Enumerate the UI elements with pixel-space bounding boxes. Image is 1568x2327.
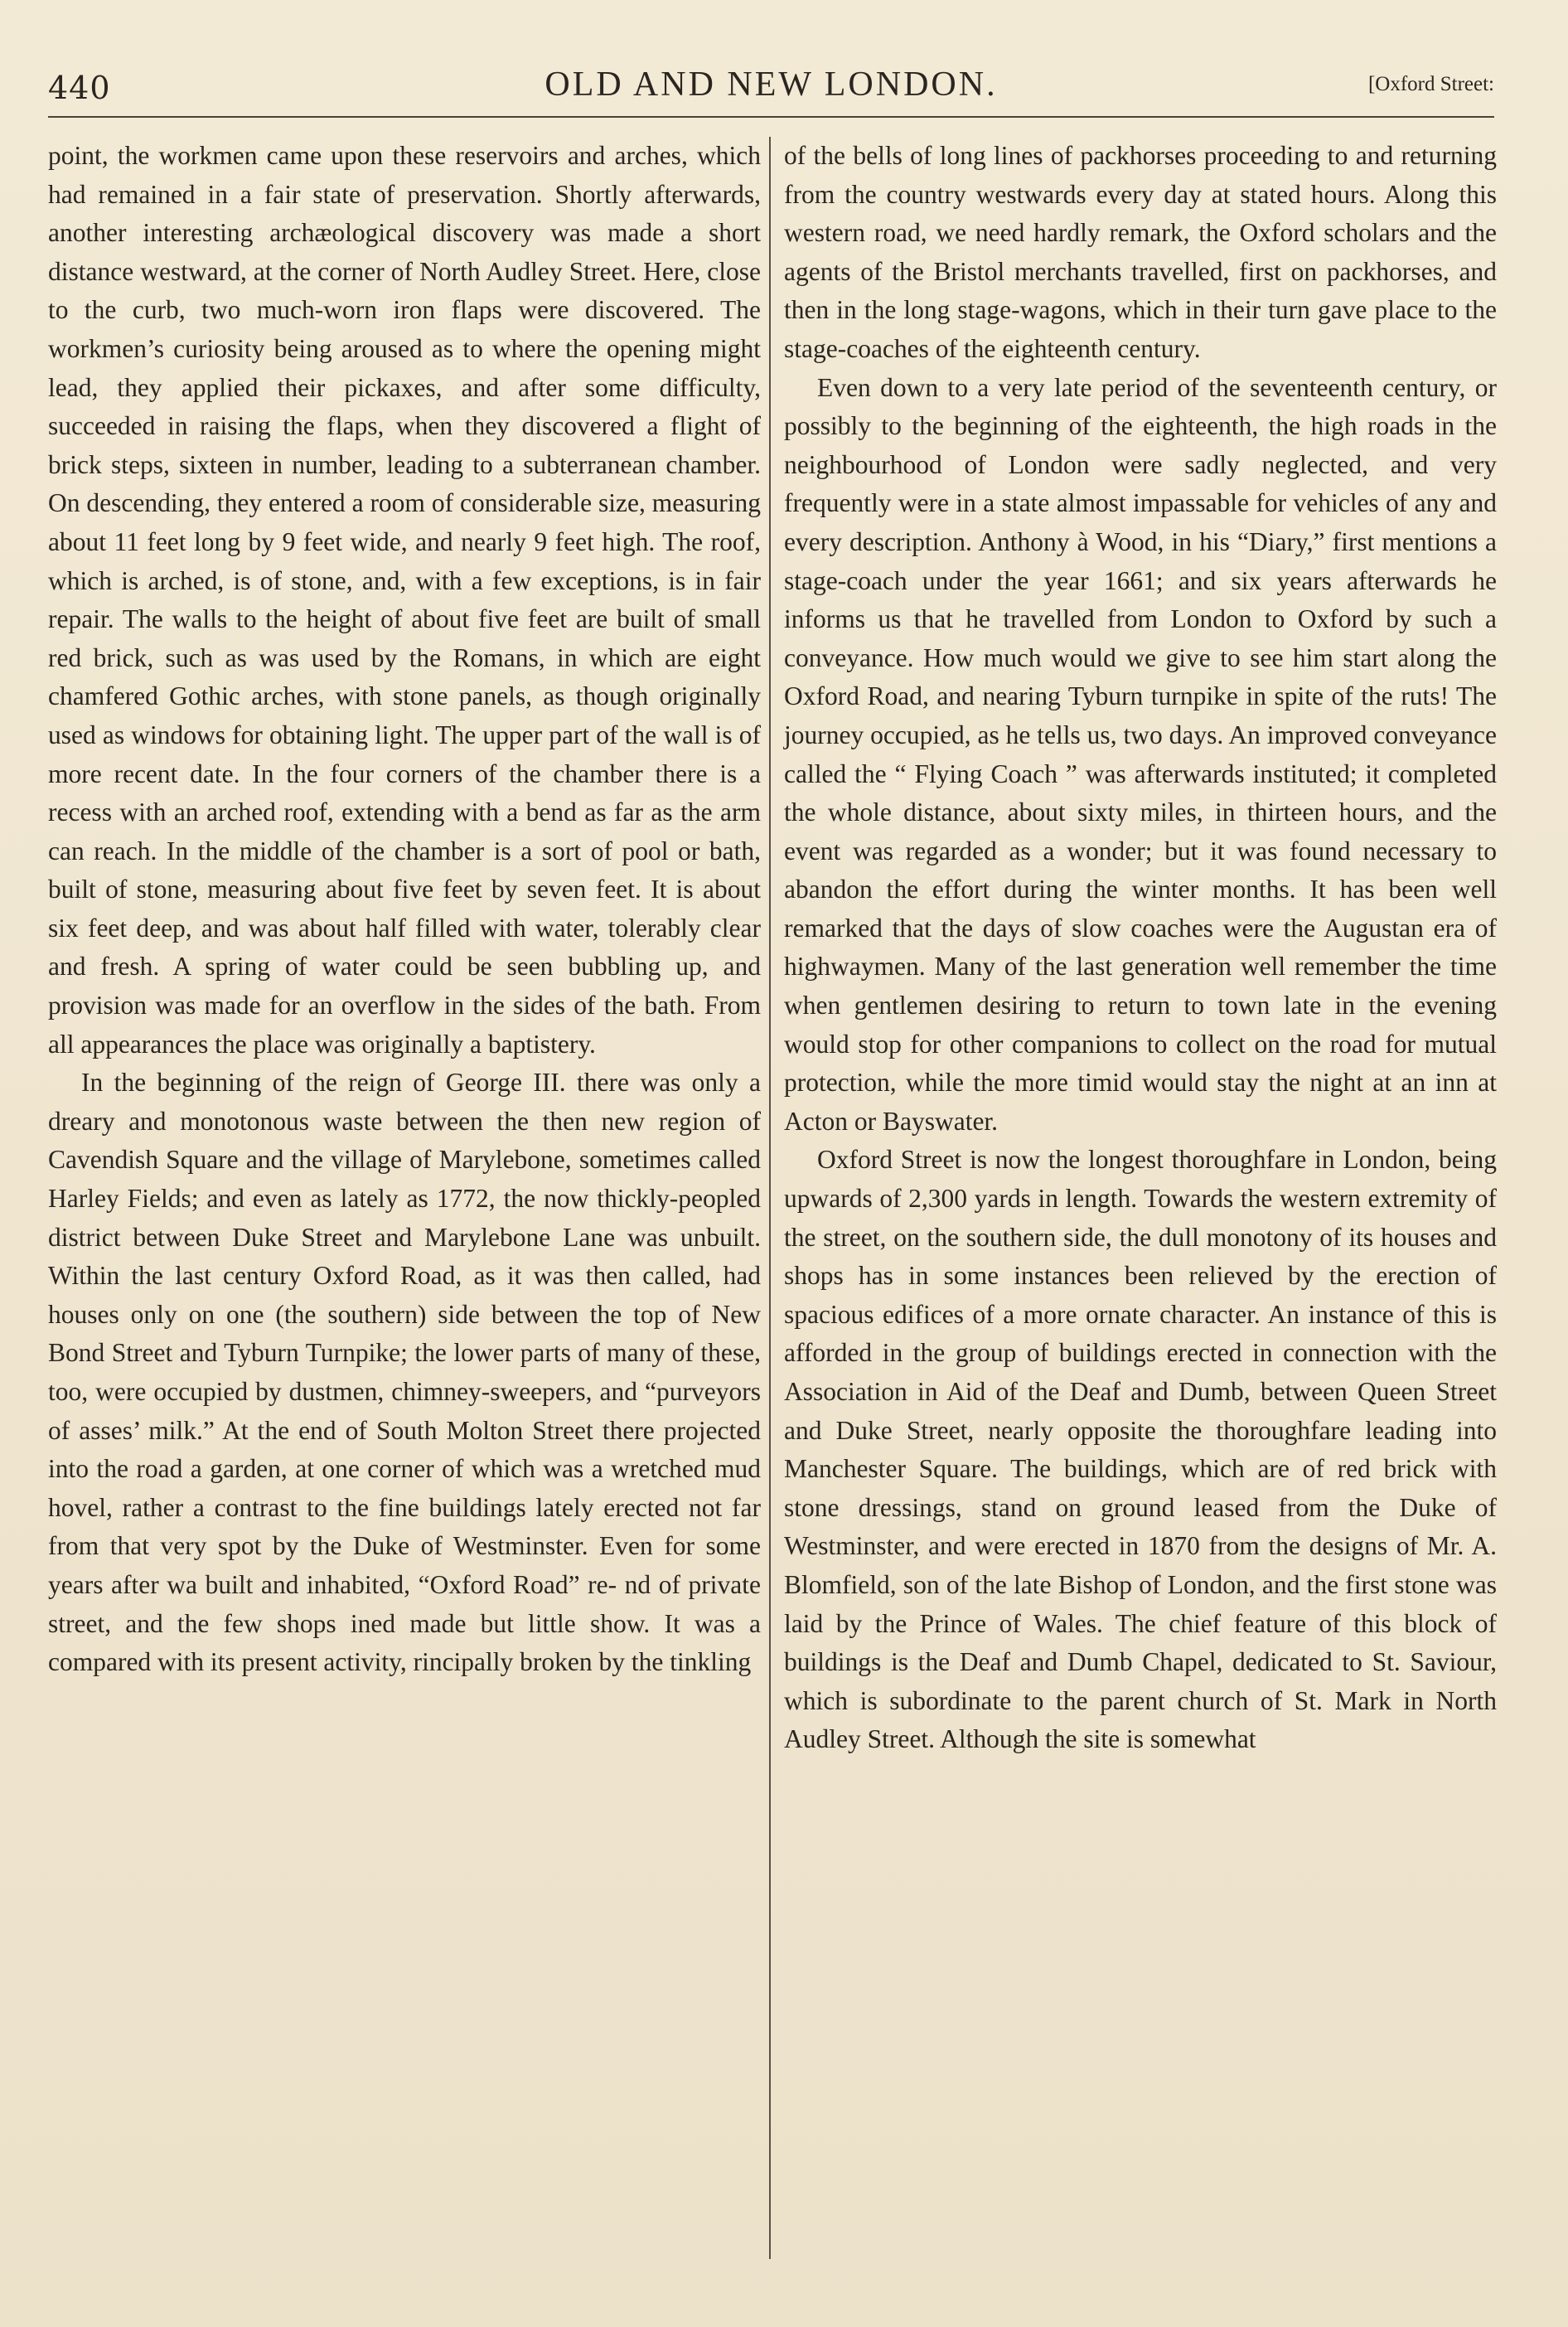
right-paragraph-2: Even down to a very late period of the seventeenth century, or possibly to the beginning of the eighteenth, the high roads in the neighbourhood of London were sadly neglected, and very frequently were in a state almost impassable for vehicles of any and every description. Anthony à Wood, in his “Diary,” first mentions a stage-coach under the year 1661; and six years afterwards he informs us that he travelled from London to Oxford by such a conveyance. How much would we give to see him start along the Oxford Road, and nearing Tyburn turnpike in spite of the ruts! The journey occupied, as he tells us, two days. An improved conveyance called the “ Flying Coach ” was afterwards instituted; it completed the whole distance, about sixty miles, in thirteen hours, and the event was regarded as a wonder; but it was found necessary to abandon the effort during the winter months. It has been well remarked that the days of slow coaches were the Augustan era of highwaymen. Many of the last generation well remember the time when gentlemen desiring to return to town late in the evening would stop for other companions to collect on the road for mutual protection, while the more timid would stay the night at an inn at Acton or Bayswater. <box>784 372 1497 1136</box>
right-paragraph-3: Oxford Street is now the longest thoroughfare in London, being upwards of 2,300 yards in length. Towards the western extremity of the street, on the southern side, the dull monotony of its houses and shops has in some instances been relieved by the erection of spacious edifices of a more ornate character. An instance of this is afforded in the group of buildings erected in connection with the Association in Aid of the Deaf and Dumb, between Queen Street and Duke Street, nearly opposite the thoroughfare leading into Manchester Square. The buildings, which are of red brick with stone dressings, stand on ground leased from the Duke of Westminster, and were erected in 1870 from the designs of Mr. A. Blomfield, son of the late Bishop of London, and the first stone was laid by the Prince of Wales. The chief feature of this block of buildings is the Deaf and Dumb Chapel, dedicated to St. Saviour, which is subordinate to the parent church of St. Mark in North Audley Street. Although the site is somewhat <box>784 1145 1497 1754</box>
header-rule <box>48 116 1494 118</box>
page-number: 440 <box>48 70 111 106</box>
left-column <box>48 137 761 1682</box>
left-paragraph-1: point, the workmen came upon these reservoirs and arches, which had remained in a fair state of preservation. Shortly afterwards, another interesting archæological discovery was made a short distance westward, at the corner of North Audley Street. Here, close to the curb, two much-worn iron flaps were discovered. The workmen’s curiosity being aroused as to where the opening might lead, they applied their pickaxes, and after some difficulty, succeeded in raising the flaps, when they discovered a flight of brick steps, sixteen in number, leading to a subterranean chamber. On descending, they entered a room of considerable size, measuring about 11 feet long by 9 feet wide, and nearly 9 feet high. The roof, which is arched, is of stone, and, with a few exceptions, is in fair repair. The walls to the height of about five feet are built of small red brick, such as was used by the Romans, in which are eight chamfered Gothic arches, with stone panels, as though originally used as windows for obtaining light. The upper part of the wall is of more recent date. In the four corners of the chamber there is a recess with an arched roof, extending with a bend as far as the arm can reach. In the middle of the chamber is a sort of pool or bath, built of stone, measuring about five feet by seven feet. It is about six feet deep, and was about half filled with water, tolerably clear and fresh. A spring of water could be seen bubbling up, and provision was made for an overflow in the sides of the bath. From all appearances the place was originally a baptistery. <box>48 141 761 1059</box>
running-title: OLD AND NEW LONDON. <box>544 65 998 104</box>
right-column <box>784 137 1497 1759</box>
column-divider <box>769 137 771 2259</box>
section-heading: [Oxford Street: <box>1367 73 1494 95</box>
page-header <box>48 65 1494 114</box>
right-paragraph-1: of the bells of long lines of packhorses proceeding to and returning from the country westwards every day at stated hours. Along this western road, we need hardly remark, the Oxford scholars and the agents of the Bristol merchants travelled, first on packhorses, and then in the long stage-wagons, which in their turn gave place to the stage-coaches of the eighteenth century. <box>784 141 1497 363</box>
left-paragraph-2: In the beginning of the reign of George III. there was only a dreary and monotonous waste between the then new region of Cavendish Square and the village of Marylebone, sometimes called Harley Fields; and even as lately as 1772, the now thickly-peopled district between Duke Street and Marylebone Lane was unbuilt. Within the last century Oxford Road, as it was then called, had houses only on one (the southern) side between the top of New Bond Street and Tyburn Turnpike; the lower parts of many of these, too, were occupied by dustmen, chimney-sweepers, and “purveyors of asses’ milk.” At the end of South Molton Street there projected into the road a garden, at one corner of which was a wretched mud hovel, rather a contrast to the fine buildings lately erected not far from that very spot by the Duke of Westminster. Even for some years after wa built and inhabited, “Oxford Road” re- nd of private street, and the few shops ined made but little show. It was a compared with its present activity, rincipally broken by the tinkling <box>48 1068 761 1677</box>
